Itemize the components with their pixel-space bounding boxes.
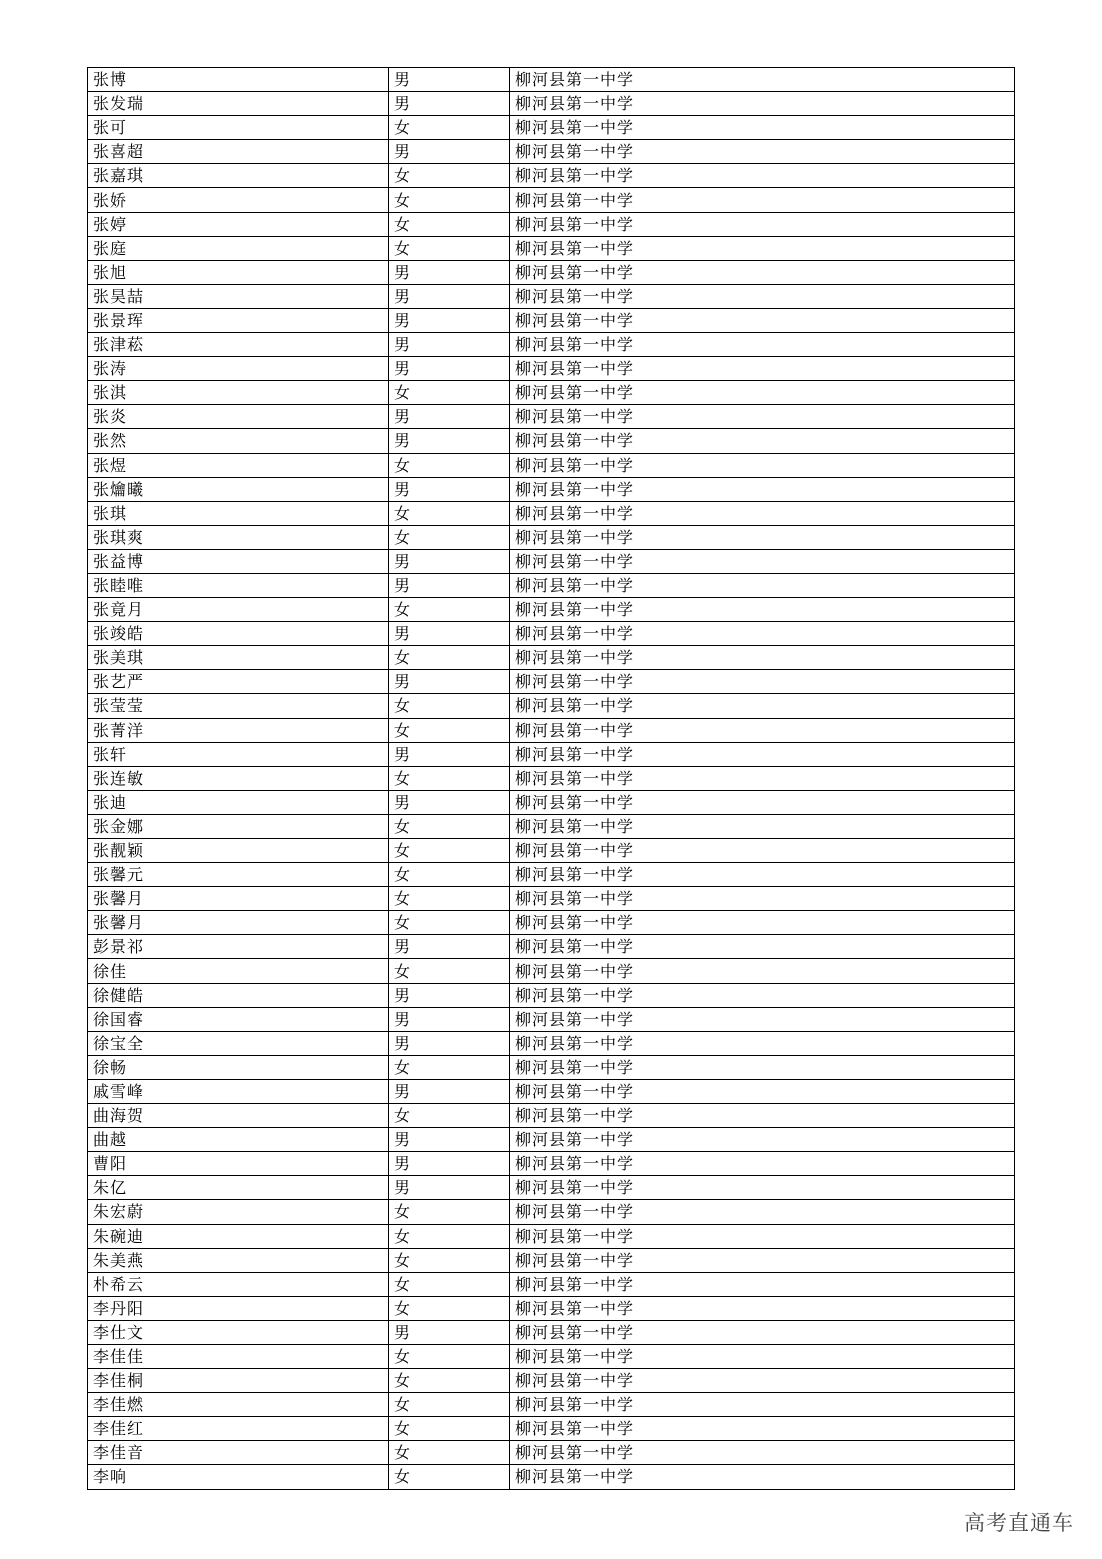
name-cell: 李丹阳 <box>88 1296 389 1320</box>
gender-cell: 男 <box>389 477 510 501</box>
name-cell: 李佳桐 <box>88 1369 389 1393</box>
table-row <box>88 549 1015 573</box>
school-cell: 柳河县第一中学 <box>510 1200 1015 1224</box>
name-cell: 张喜超 <box>88 140 389 164</box>
name-cell: 张津菘 <box>88 333 389 357</box>
school-cell: 柳河县第一中学 <box>510 525 1015 549</box>
name-cell: 张旭 <box>88 260 389 284</box>
watermark-text: 高考直通车 <box>964 1511 1074 1535</box>
table-row <box>88 1369 1015 1393</box>
name-cell: 朴希云 <box>88 1272 389 1296</box>
name-cell: 张竣皓 <box>88 622 389 646</box>
table-row <box>88 622 1015 646</box>
table-row <box>88 1344 1015 1368</box>
gender-cell: 女 <box>389 116 510 140</box>
school-cell: 柳河县第一中学 <box>510 887 1015 911</box>
school-cell: 柳河县第一中学 <box>510 742 1015 766</box>
table-row <box>88 742 1015 766</box>
gender-cell: 男 <box>389 983 510 1007</box>
table-row <box>88 911 1015 935</box>
gender-cell: 男 <box>389 1176 510 1200</box>
gender-cell: 男 <box>389 308 510 332</box>
school-cell: 柳河县第一中学 <box>510 646 1015 670</box>
name-cell: 张连敏 <box>88 766 389 790</box>
school-cell: 柳河县第一中学 <box>510 790 1015 814</box>
name-cell: 张景珲 <box>88 308 389 332</box>
school-cell: 柳河县第一中学 <box>510 839 1015 863</box>
table-row <box>88 646 1015 670</box>
name-cell: 张莹莹 <box>88 694 389 718</box>
gender-cell: 女 <box>389 381 510 405</box>
school-cell: 柳河县第一中学 <box>510 308 1015 332</box>
name-cell: 李佳佳 <box>88 1344 389 1368</box>
name-cell: 曹阳 <box>88 1152 389 1176</box>
gender-cell: 女 <box>389 1248 510 1272</box>
gender-cell: 男 <box>389 935 510 959</box>
name-cell: 张发瑞 <box>88 92 389 116</box>
school-cell: 柳河县第一中学 <box>510 1007 1015 1031</box>
gender-cell: 男 <box>389 92 510 116</box>
table-row <box>88 694 1015 718</box>
gender-cell: 男 <box>389 68 510 92</box>
name-cell: 张金娜 <box>88 814 389 838</box>
school-cell: 柳河县第一中学 <box>510 1176 1015 1200</box>
name-cell: 张菁洋 <box>88 718 389 742</box>
school-cell: 柳河县第一中学 <box>510 236 1015 260</box>
table-row <box>88 670 1015 694</box>
table-row <box>88 1128 1015 1152</box>
school-cell: 柳河县第一中学 <box>510 381 1015 405</box>
school-cell: 柳河县第一中学 <box>510 1320 1015 1344</box>
school-cell: 柳河县第一中学 <box>510 1417 1015 1441</box>
school-cell: 柳河县第一中学 <box>510 1393 1015 1417</box>
school-cell: 柳河县第一中学 <box>510 1104 1015 1128</box>
gender-cell: 男 <box>389 405 510 429</box>
gender-cell: 女 <box>389 839 510 863</box>
table-row <box>88 1007 1015 1031</box>
table-row <box>88 212 1015 236</box>
school-cell: 柳河县第一中学 <box>510 1441 1015 1465</box>
gender-cell: 男 <box>389 429 510 453</box>
gender-cell: 男 <box>389 1128 510 1152</box>
table-row <box>88 598 1015 622</box>
table-row <box>88 1176 1015 1200</box>
school-cell: 柳河县第一中学 <box>510 863 1015 887</box>
table-row <box>88 863 1015 887</box>
gender-cell: 女 <box>389 525 510 549</box>
table-row <box>88 839 1015 863</box>
name-cell: 张琪爽 <box>88 525 389 549</box>
name-cell: 张馨月 <box>88 887 389 911</box>
name-cell: 张馨月 <box>88 911 389 935</box>
gender-cell: 女 <box>389 1344 510 1368</box>
name-cell: 戚雪峰 <box>88 1079 389 1103</box>
table-row <box>88 766 1015 790</box>
table-row <box>88 573 1015 597</box>
table-row <box>88 1224 1015 1248</box>
name-cell: 张然 <box>88 429 389 453</box>
name-cell: 李响 <box>88 1465 389 1489</box>
gender-cell: 女 <box>389 1224 510 1248</box>
table-row <box>88 1320 1015 1344</box>
name-cell: 张炎 <box>88 405 389 429</box>
school-cell: 柳河县第一中学 <box>510 1079 1015 1103</box>
gender-cell: 女 <box>389 766 510 790</box>
table-row <box>88 308 1015 332</box>
table-row <box>88 1152 1015 1176</box>
gender-cell: 女 <box>389 1104 510 1128</box>
gender-cell: 女 <box>389 718 510 742</box>
school-cell: 柳河县第一中学 <box>510 188 1015 212</box>
name-cell: 张迪 <box>88 790 389 814</box>
school-cell: 柳河县第一中学 <box>510 622 1015 646</box>
school-cell: 柳河县第一中学 <box>510 501 1015 525</box>
name-cell: 张睦唯 <box>88 573 389 597</box>
name-cell: 徐佳 <box>88 959 389 983</box>
gender-cell: 女 <box>389 236 510 260</box>
table-row <box>88 1104 1015 1128</box>
table-row <box>88 68 1015 92</box>
table-row <box>88 429 1015 453</box>
school-cell: 柳河县第一中学 <box>510 164 1015 188</box>
gender-cell: 男 <box>389 573 510 597</box>
name-cell: 曲越 <box>88 1128 389 1152</box>
school-cell: 柳河县第一中学 <box>510 1272 1015 1296</box>
school-cell: 柳河县第一中学 <box>510 140 1015 164</box>
gender-cell: 男 <box>389 549 510 573</box>
table-row <box>88 1055 1015 1079</box>
gender-cell: 男 <box>389 622 510 646</box>
school-cell: 柳河县第一中学 <box>510 670 1015 694</box>
table-row <box>88 1441 1015 1465</box>
gender-cell: 女 <box>389 212 510 236</box>
table-row <box>88 959 1015 983</box>
name-cell: 张庭 <box>88 236 389 260</box>
gender-cell: 女 <box>389 598 510 622</box>
table-row <box>88 1079 1015 1103</box>
gender-cell: 女 <box>389 814 510 838</box>
school-cell: 柳河县第一中学 <box>510 1369 1015 1393</box>
gender-cell: 男 <box>389 742 510 766</box>
school-cell: 柳河县第一中学 <box>510 68 1015 92</box>
table-row <box>88 140 1015 164</box>
roster-body <box>88 68 1015 1490</box>
name-cell: 张涛 <box>88 357 389 381</box>
school-cell: 柳河县第一中学 <box>510 92 1015 116</box>
school-cell: 柳河县第一中学 <box>510 477 1015 501</box>
school-cell: 柳河县第一中学 <box>510 1031 1015 1055</box>
gender-cell: 女 <box>389 1055 510 1079</box>
school-cell: 柳河县第一中学 <box>510 1055 1015 1079</box>
table-row <box>88 453 1015 477</box>
school-cell: 柳河县第一中学 <box>510 1128 1015 1152</box>
name-cell: 张婷 <box>88 212 389 236</box>
name-cell: 张淇 <box>88 381 389 405</box>
school-cell: 柳河县第一中学 <box>510 116 1015 140</box>
gender-cell: 女 <box>389 1369 510 1393</box>
table-row <box>88 116 1015 140</box>
school-cell: 柳河县第一中学 <box>510 357 1015 381</box>
name-cell: 李仕文 <box>88 1320 389 1344</box>
name-cell: 张竟月 <box>88 598 389 622</box>
name-cell: 朱宏蔚 <box>88 1200 389 1224</box>
table-row <box>88 1248 1015 1272</box>
school-cell: 柳河县第一中学 <box>510 1344 1015 1368</box>
gender-cell: 女 <box>389 1393 510 1417</box>
name-cell: 彭景祁 <box>88 935 389 959</box>
gender-cell: 男 <box>389 260 510 284</box>
gender-cell: 女 <box>389 1441 510 1465</box>
name-cell: 张可 <box>88 116 389 140</box>
name-cell: 张轩 <box>88 742 389 766</box>
name-cell: 张馨元 <box>88 863 389 887</box>
gender-cell: 男 <box>389 284 510 308</box>
table-row <box>88 1393 1015 1417</box>
table-row <box>88 1296 1015 1320</box>
table-row <box>88 814 1015 838</box>
name-cell: 张娇 <box>88 188 389 212</box>
gender-cell: 女 <box>389 1465 510 1489</box>
school-cell: 柳河县第一中学 <box>510 1152 1015 1176</box>
table-row <box>88 790 1015 814</box>
table-row <box>88 381 1015 405</box>
gender-cell: 女 <box>389 1200 510 1224</box>
name-cell: 曲海贺 <box>88 1104 389 1128</box>
school-cell: 柳河县第一中学 <box>510 212 1015 236</box>
name-cell: 徐健皓 <box>88 983 389 1007</box>
name-cell: 朱美燕 <box>88 1248 389 1272</box>
school-cell: 柳河县第一中学 <box>510 429 1015 453</box>
school-cell: 柳河县第一中学 <box>510 1465 1015 1489</box>
gender-cell: 女 <box>389 1272 510 1296</box>
gender-cell: 男 <box>389 1152 510 1176</box>
name-cell: 朱亿 <box>88 1176 389 1200</box>
name-cell: 张美琪 <box>88 646 389 670</box>
gender-cell: 女 <box>389 453 510 477</box>
table-row <box>88 983 1015 1007</box>
gender-cell: 男 <box>389 140 510 164</box>
gender-cell: 男 <box>389 1320 510 1344</box>
gender-cell: 女 <box>389 1417 510 1441</box>
name-cell: 张益博 <box>88 549 389 573</box>
gender-cell: 男 <box>389 1007 510 1031</box>
gender-cell: 女 <box>389 188 510 212</box>
gender-cell: 男 <box>389 790 510 814</box>
gender-cell: 男 <box>389 670 510 694</box>
table-row <box>88 718 1015 742</box>
name-cell: 张琪 <box>88 501 389 525</box>
table-row <box>88 1465 1015 1489</box>
gender-cell: 女 <box>389 501 510 525</box>
school-cell: 柳河县第一中学 <box>510 598 1015 622</box>
name-cell: 张昊喆 <box>88 284 389 308</box>
name-cell: 张靓颖 <box>88 839 389 863</box>
school-cell: 柳河县第一中学 <box>510 935 1015 959</box>
table-row <box>88 887 1015 911</box>
name-cell: 李佳音 <box>88 1441 389 1465</box>
name-cell: 张博 <box>88 68 389 92</box>
gender-cell: 女 <box>389 1296 510 1320</box>
school-cell: 柳河县第一中学 <box>510 1224 1015 1248</box>
school-cell: 柳河县第一中学 <box>510 405 1015 429</box>
table-row <box>88 188 1015 212</box>
gender-cell: 女 <box>389 959 510 983</box>
school-cell: 柳河县第一中学 <box>510 549 1015 573</box>
school-cell: 柳河县第一中学 <box>510 1248 1015 1272</box>
gender-cell: 男 <box>389 1031 510 1055</box>
table-row <box>88 357 1015 381</box>
name-cell: 张艺严 <box>88 670 389 694</box>
school-cell: 柳河县第一中学 <box>510 260 1015 284</box>
table-row <box>88 501 1015 525</box>
gender-cell: 女 <box>389 911 510 935</box>
table-row <box>88 1200 1015 1224</box>
table-row <box>88 236 1015 260</box>
gender-cell: 女 <box>389 164 510 188</box>
table-row <box>88 1417 1015 1441</box>
table-row <box>88 935 1015 959</box>
table-row <box>88 92 1015 116</box>
name-cell: 徐畅 <box>88 1055 389 1079</box>
gender-cell: 男 <box>389 333 510 357</box>
school-cell: 柳河县第一中学 <box>510 1296 1015 1320</box>
gender-cell: 女 <box>389 863 510 887</box>
school-cell: 柳河县第一中学 <box>510 284 1015 308</box>
table-row <box>88 284 1015 308</box>
gender-cell: 女 <box>389 694 510 718</box>
name-cell: 徐国睿 <box>88 1007 389 1031</box>
name-cell: 徐宝全 <box>88 1031 389 1055</box>
gender-cell: 男 <box>389 357 510 381</box>
gender-cell: 女 <box>389 646 510 670</box>
name-cell: 朱碗迪 <box>88 1224 389 1248</box>
table-row <box>88 525 1015 549</box>
school-cell: 柳河县第一中学 <box>510 983 1015 1007</box>
table-row <box>88 333 1015 357</box>
gender-cell: 男 <box>389 1079 510 1103</box>
school-cell: 柳河县第一中学 <box>510 959 1015 983</box>
name-cell: 张嘉琪 <box>88 164 389 188</box>
roster-table <box>87 67 1015 1490</box>
school-cell: 柳河县第一中学 <box>510 333 1015 357</box>
table-row <box>88 260 1015 284</box>
table-row <box>88 164 1015 188</box>
school-cell: 柳河县第一中学 <box>510 911 1015 935</box>
gender-cell: 女 <box>389 887 510 911</box>
school-cell: 柳河县第一中学 <box>510 453 1015 477</box>
table-row <box>88 1031 1015 1055</box>
name-cell: 李佳燃 <box>88 1393 389 1417</box>
table-row <box>88 405 1015 429</box>
table-row <box>88 1272 1015 1296</box>
school-cell: 柳河县第一中学 <box>510 718 1015 742</box>
school-cell: 柳河县第一中学 <box>510 814 1015 838</box>
name-cell: 张煜 <box>88 453 389 477</box>
table-row <box>88 477 1015 501</box>
school-cell: 柳河县第一中学 <box>510 694 1015 718</box>
name-cell: 李佳红 <box>88 1417 389 1441</box>
school-cell: 柳河县第一中学 <box>510 766 1015 790</box>
school-cell: 柳河县第一中学 <box>510 573 1015 597</box>
name-cell: 张爚曦 <box>88 477 389 501</box>
